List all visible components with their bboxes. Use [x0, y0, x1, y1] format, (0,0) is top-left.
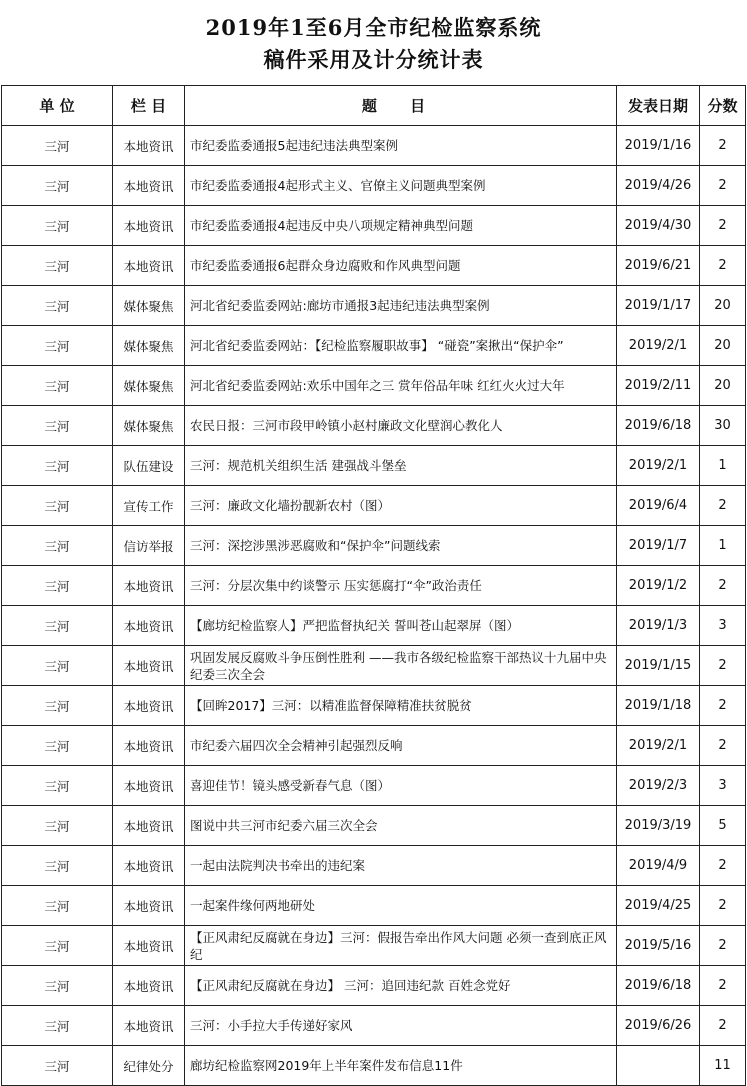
- cell-date: 2019/2/1: [617, 446, 700, 486]
- cell-score: 30: [700, 406, 746, 446]
- header-score: 分数: [700, 86, 746, 126]
- table-row: [2, 606, 746, 646]
- cell-date: 2019/6/18: [617, 966, 700, 1006]
- cell-score: 2: [700, 886, 746, 926]
- cell-title: 一起由法院判决书牵出的违纪案: [185, 846, 617, 886]
- cell-score: 2: [700, 246, 746, 286]
- cell-unit: 三河: [2, 886, 113, 926]
- cell-score: 2: [700, 486, 746, 526]
- cell-date: 2019/1/18: [617, 686, 700, 726]
- cell-date: 2019/4/25: [617, 886, 700, 926]
- cell-title: 河北省纪委监委网站:欢乐中国年之三 赏年俗品年味 红红火火过大年: [185, 366, 617, 406]
- cell-title: 【正风肃纪反腐就在身边】三河：假报告牵出作风大问题 必须一查到底正风纪: [185, 926, 617, 966]
- cell-unit: 三河: [2, 686, 113, 726]
- table-row: [2, 326, 746, 366]
- cell-date: 2019/1/16: [617, 126, 700, 166]
- cell-unit: 三河: [2, 606, 113, 646]
- table-row: [2, 566, 746, 606]
- cell-score: 2: [700, 126, 746, 166]
- table-row: [2, 446, 746, 486]
- cell-date: 2019/3/19: [617, 806, 700, 846]
- cell-column: 本地资讯: [113, 766, 185, 806]
- cell-unit: 三河: [2, 646, 113, 686]
- cell-unit: 三河: [2, 486, 113, 526]
- cell-column: 本地资讯: [113, 606, 185, 646]
- cell-unit: 三河: [2, 246, 113, 286]
- cell-date: 2019/2/11: [617, 366, 700, 406]
- cell-date: 2019/1/17: [617, 286, 700, 326]
- header-unit: 单 位: [2, 86, 113, 126]
- cell-unit: 三河: [2, 726, 113, 766]
- table-header-row: [2, 86, 746, 126]
- cell-date: 2019/6/18: [617, 406, 700, 446]
- cell-title: 市纪委监委通报4起形式主义、官僚主义问题典型案例: [185, 166, 617, 206]
- table-row: [2, 726, 746, 766]
- cell-unit: 三河: [2, 206, 113, 246]
- cell-title: 喜迎佳节！镜头感受新春气息（图）: [185, 766, 617, 806]
- cell-date: 2019/5/16: [617, 926, 700, 966]
- cell-score: 2: [700, 846, 746, 886]
- cell-score: 2: [700, 566, 746, 606]
- cell-date: 2019/2/1: [617, 326, 700, 366]
- cell-unit: 三河: [2, 406, 113, 446]
- cell-unit: 三河: [2, 926, 113, 966]
- cell-title: 市纪委监委通报4起违反中央八项规定精神典型问题: [185, 206, 617, 246]
- cell-title: 市纪委六届四次全会精神引起强烈反响: [185, 726, 617, 766]
- cell-unit: 三河: [2, 806, 113, 846]
- cell-date: 2019/6/4: [617, 486, 700, 526]
- cell-title: 三河：分层次集中约谈警示 压实惩腐打“伞”政治责任: [185, 566, 617, 606]
- cell-title: 市纪委监委通报5起违纪违法典型案例: [185, 126, 617, 166]
- cell-date: 2019/6/21: [617, 246, 700, 286]
- cell-title: 三河：规范机关组织生活 建强战斗堡垒: [185, 446, 617, 486]
- cell-date: 2019/4/30: [617, 206, 700, 246]
- cell-date: 2019/2/3: [617, 766, 700, 806]
- cell-score: 1: [700, 446, 746, 486]
- cell-title: 河北省纪委监委网站:廊坊市通报3起违纪违法典型案例: [185, 286, 617, 326]
- cell-date: [617, 1046, 700, 1086]
- cell-unit: 三河: [2, 846, 113, 886]
- cell-title: 农民日报：三河市段甲岭镇小赵村廉政文化壁润心教化人: [185, 406, 617, 446]
- cell-column: 媒体聚焦: [113, 366, 185, 406]
- cell-score: 2: [700, 206, 746, 246]
- cell-score: 2: [700, 1006, 746, 1046]
- table-row: [2, 806, 746, 846]
- table-row: [2, 246, 746, 286]
- cell-column: 宣传工作: [113, 486, 185, 526]
- cell-column: 媒体聚焦: [113, 286, 185, 326]
- cell-column: 本地资讯: [113, 886, 185, 926]
- table-row: [2, 886, 746, 926]
- table-row: [2, 406, 746, 446]
- cell-date: 2019/4/9: [617, 846, 700, 886]
- cell-title: 三河：深挖涉黑涉恶腐败和“保护伞”问题线索: [185, 526, 617, 566]
- header-title: 题 目: [185, 86, 617, 126]
- cell-unit: 三河: [2, 126, 113, 166]
- cell-score: 2: [700, 926, 746, 966]
- cell-column: 本地资讯: [113, 686, 185, 726]
- cell-column: 本地资讯: [113, 166, 185, 206]
- cell-date: 2019/2/1: [617, 726, 700, 766]
- table-row: [2, 526, 746, 566]
- cell-score: 1: [700, 526, 746, 566]
- cell-title: 市纪委监委通报6起群众身边腐败和作风典型问题: [185, 246, 617, 286]
- cell-unit: 三河: [2, 966, 113, 1006]
- cell-date: 2019/1/7: [617, 526, 700, 566]
- page-title-line2: 稿件采用及计分统计表: [263, 47, 484, 72]
- cell-score: 20: [700, 286, 746, 326]
- cell-column: 本地资讯: [113, 926, 185, 966]
- score-table: [1, 85, 746, 1086]
- cell-unit: 三河: [2, 326, 113, 366]
- cell-score: 2: [700, 646, 746, 686]
- cell-score: 2: [700, 726, 746, 766]
- cell-score: 20: [700, 366, 746, 406]
- table-row: [2, 766, 746, 806]
- cell-column: 本地资讯: [113, 846, 185, 886]
- cell-unit: 三河: [2, 446, 113, 486]
- cell-unit: 三河: [2, 366, 113, 406]
- cell-title: 图说中共三河市纪委六届三次全会: [185, 806, 617, 846]
- table-row: [2, 1006, 746, 1046]
- cell-score: 20: [700, 326, 746, 366]
- cell-column: 本地资讯: [113, 726, 185, 766]
- cell-unit: 三河: [2, 766, 113, 806]
- cell-score: 5: [700, 806, 746, 846]
- cell-title: 巩固发展反腐败斗争压倒性胜利 ——我市各级纪检监察干部热议十九届中央纪委三次全会: [185, 646, 617, 686]
- cell-score: 2: [700, 686, 746, 726]
- cell-date: 2019/1/2: [617, 566, 700, 606]
- cell-column: 信访举报: [113, 526, 185, 566]
- cell-title: 【正风肃纪反腐就在身边】 三河：追回违纪款 百姓念党好: [185, 966, 617, 1006]
- table-body: [2, 126, 746, 1086]
- page-title-line1: 2019年1至6月全市纪检监察系统: [205, 15, 542, 40]
- table-row: [2, 966, 746, 1006]
- cell-title: 河北省纪委监委网站：【纪检监察履职故事】 “碰瓷”案揪出“保护伞”: [185, 326, 617, 366]
- table-row: [2, 366, 746, 406]
- cell-title: 【回眸2017】三河：以精准监督保障精准扶贫脱贫: [185, 686, 617, 726]
- header-column: 栏 目: [113, 86, 185, 126]
- table-row: [2, 126, 746, 166]
- cell-score: 11: [700, 1046, 746, 1086]
- cell-title: 廊坊纪检监察网2019年上半年案件发布信息11件: [185, 1046, 617, 1086]
- cell-unit: 三河: [2, 1046, 113, 1086]
- table-row: [2, 486, 746, 526]
- cell-title: 三河：廉政文化墙扮靓新农村（图）: [185, 486, 617, 526]
- cell-unit: 三河: [2, 286, 113, 326]
- cell-column: 本地资讯: [113, 806, 185, 846]
- table-row: [2, 686, 746, 726]
- cell-column: 本地资讯: [113, 206, 185, 246]
- cell-date: 2019/1/15: [617, 646, 700, 686]
- header-date: 发表日期: [617, 86, 700, 126]
- cell-column: 纪律处分: [113, 1046, 185, 1086]
- cell-column: 媒体聚焦: [113, 406, 185, 446]
- cell-title: 三河：小手拉大手传递好家风: [185, 1006, 617, 1046]
- cell-column: 队伍建设: [113, 446, 185, 486]
- cell-column: 本地资讯: [113, 126, 185, 166]
- cell-score: 2: [700, 966, 746, 1006]
- cell-score: 2: [700, 166, 746, 206]
- cell-column: 媒体聚焦: [113, 326, 185, 366]
- cell-title: 【廊坊纪检监察人】严把监督执纪关 誓叫苍山起翠屏（图）: [185, 606, 617, 646]
- table-row: [2, 166, 746, 206]
- table-row: [2, 926, 746, 966]
- cell-column: 本地资讯: [113, 566, 185, 606]
- cell-title: 一起案件缘何两地研处: [185, 886, 617, 926]
- cell-column: 本地资讯: [113, 1006, 185, 1046]
- cell-date: 2019/4/26: [617, 166, 700, 206]
- cell-column: 本地资讯: [113, 966, 185, 1006]
- cell-score: 3: [700, 606, 746, 646]
- cell-date: 2019/6/26: [617, 1006, 700, 1046]
- cell-unit: 三河: [2, 526, 113, 566]
- table-row: [2, 846, 746, 886]
- table-row: [2, 286, 746, 326]
- cell-date: 2019/1/3: [617, 606, 700, 646]
- cell-score: 3: [700, 766, 746, 806]
- cell-unit: 三河: [2, 1006, 113, 1046]
- cell-column: 本地资讯: [113, 646, 185, 686]
- table-row: [2, 1046, 746, 1086]
- table-row: [2, 646, 746, 686]
- cell-unit: 三河: [2, 166, 113, 206]
- table-row: [2, 206, 746, 246]
- cell-unit: 三河: [2, 566, 113, 606]
- cell-column: 本地资讯: [113, 246, 185, 286]
